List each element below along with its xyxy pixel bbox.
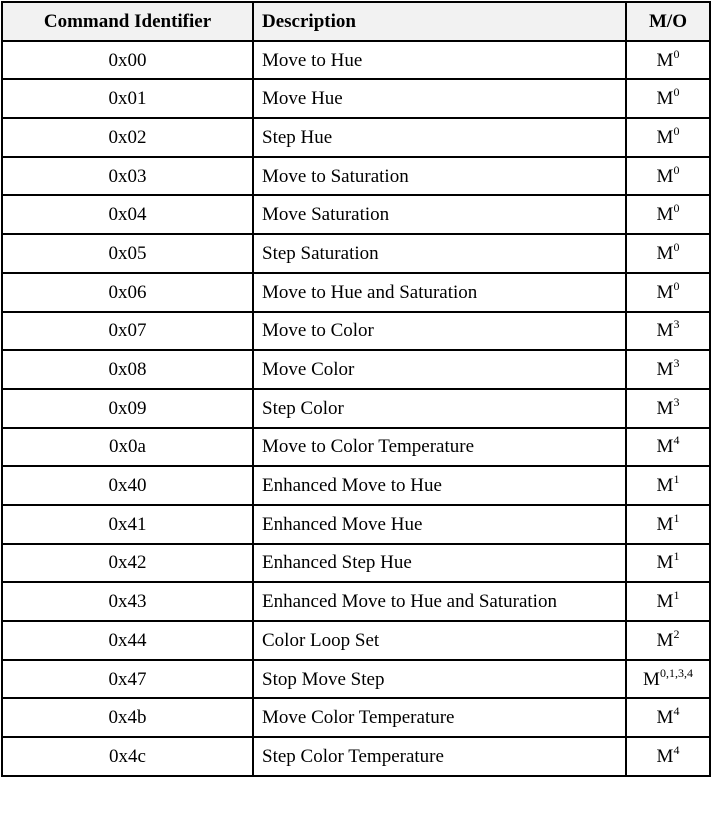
header-description: Description [253, 2, 626, 41]
mo-superscript: 1 [673, 549, 680, 564]
command-identifier-cell: 0x06 [2, 273, 253, 312]
mo-cell [626, 544, 710, 583]
command-identifier-cell: 0x01 [2, 79, 253, 118]
command-identifier-cell: 0x43 [2, 582, 253, 621]
command-identifier-cell: 0x08 [2, 350, 253, 389]
description-cell: Move Color Temperature [253, 698, 626, 737]
mo-value: M [656, 359, 674, 381]
table-row [2, 41, 710, 80]
mo-value: M [656, 49, 674, 71]
mo-cell [626, 466, 710, 505]
mo-value: M [656, 591, 674, 613]
command-identifier-cell: 0x04 [2, 195, 253, 234]
mo-value: M [656, 707, 674, 729]
command-identifier-cell: 0x41 [2, 505, 253, 544]
description-cell: Enhanced Move to Hue [253, 466, 626, 505]
mo-superscript: 0 [673, 123, 680, 138]
mo-value: M [656, 320, 674, 342]
mo-value: M [656, 126, 674, 148]
command-identifier-cell: 0x07 [2, 312, 253, 351]
mo-cell [626, 660, 710, 699]
table-row [2, 389, 710, 428]
command-identifier-cell: 0x05 [2, 234, 253, 273]
header-mo: M/O [626, 2, 710, 41]
header-command-identifier: Command Identifier [2, 2, 253, 41]
command-identifier-cell: 0x0a [2, 428, 253, 467]
mo-cell [626, 582, 710, 621]
description-cell: Color Loop Set [253, 621, 626, 660]
command-identifier-cell: 0x40 [2, 466, 253, 505]
command-table [1, 1, 711, 777]
header-row [2, 2, 710, 41]
mo-superscript: 0 [673, 201, 680, 216]
mo-cell [626, 41, 710, 80]
description-cell: Step Saturation [253, 234, 626, 273]
mo-value: M [656, 242, 674, 264]
description-cell: Move to Saturation [253, 157, 626, 196]
mo-value: M [656, 397, 674, 419]
mo-value: M [656, 204, 674, 226]
mo-cell [626, 118, 710, 157]
table-row [2, 505, 710, 544]
command-identifier-cell: 0x47 [2, 660, 253, 699]
mo-cell [626, 698, 710, 737]
command-identifier-cell: 0x44 [2, 621, 253, 660]
table-row [2, 428, 710, 467]
table-row [2, 79, 710, 118]
mo-superscript: 1 [673, 472, 680, 487]
description-cell: Step Color [253, 389, 626, 428]
table-row [2, 660, 710, 699]
description-cell: Move to Color [253, 312, 626, 351]
mo-cell [626, 505, 710, 544]
mo-cell [626, 428, 710, 467]
mo-cell [626, 389, 710, 428]
mo-superscript: 3 [673, 394, 680, 409]
mo-value: M [656, 281, 674, 303]
mo-superscript: 0 [673, 46, 680, 61]
mo-value: M [656, 552, 674, 574]
mo-value: M [656, 436, 674, 458]
description-cell: Move Hue [253, 79, 626, 118]
command-identifier-cell: 0x03 [2, 157, 253, 196]
mo-value: M [656, 629, 674, 651]
table-body [2, 41, 710, 776]
mo-superscript: 0,1,3,4 [659, 665, 693, 680]
description-cell: Enhanced Move to Hue and Saturation [253, 582, 626, 621]
mo-cell [626, 234, 710, 273]
table-row [2, 544, 710, 583]
table-header [2, 2, 710, 41]
mo-superscript: 0 [673, 278, 680, 293]
description-cell: Step Color Temperature [253, 737, 626, 776]
description-cell: Stop Move Step [253, 660, 626, 699]
table-row [2, 118, 710, 157]
description-cell: Move to Hue [253, 41, 626, 80]
table-row [2, 350, 710, 389]
command-identifier-cell: 0x02 [2, 118, 253, 157]
command-identifier-cell: 0x42 [2, 544, 253, 583]
description-cell: Enhanced Step Hue [253, 544, 626, 583]
command-identifier-cell: 0x09 [2, 389, 253, 428]
table-row [2, 737, 710, 776]
table-row [2, 312, 710, 351]
mo-superscript: 3 [673, 317, 680, 332]
mo-superscript: 0 [673, 85, 680, 100]
mo-value: M [656, 475, 674, 497]
table-row [2, 157, 710, 196]
mo-cell [626, 312, 710, 351]
command-identifier-cell: 0x4c [2, 737, 253, 776]
mo-superscript: 0 [673, 162, 680, 177]
mo-cell [626, 273, 710, 312]
mo-superscript: 4 [673, 704, 680, 719]
table-row [2, 466, 710, 505]
table-row [2, 195, 710, 234]
description-cell: Move to Color Temperature [253, 428, 626, 467]
mo-superscript: 1 [673, 588, 680, 603]
mo-superscript: 4 [673, 742, 680, 757]
command-identifier-cell: 0x00 [2, 41, 253, 80]
description-cell: Step Hue [253, 118, 626, 157]
table-row [2, 582, 710, 621]
mo-superscript: 0 [673, 239, 680, 254]
mo-cell [626, 350, 710, 389]
mo-cell [626, 621, 710, 660]
mo-value: M [656, 88, 674, 110]
mo-superscript: 3 [673, 356, 680, 371]
mo-superscript: 2 [673, 626, 680, 641]
description-cell: Move Color [253, 350, 626, 389]
mo-cell [626, 79, 710, 118]
mo-cell [626, 737, 710, 776]
mo-value: M [656, 745, 674, 767]
mo-cell [626, 195, 710, 234]
mo-value: M [643, 668, 660, 690]
mo-superscript: 1 [673, 510, 680, 525]
table-row [2, 273, 710, 312]
description-cell: Enhanced Move Hue [253, 505, 626, 544]
table-row [2, 621, 710, 660]
description-cell: Move to Hue and Saturation [253, 273, 626, 312]
command-identifier-cell: 0x4b [2, 698, 253, 737]
table-row [2, 698, 710, 737]
mo-superscript: 4 [673, 433, 680, 448]
mo-value: M [656, 513, 674, 535]
description-cell: Move Saturation [253, 195, 626, 234]
table-row [2, 234, 710, 273]
mo-cell [626, 157, 710, 196]
mo-value: M [656, 165, 674, 187]
